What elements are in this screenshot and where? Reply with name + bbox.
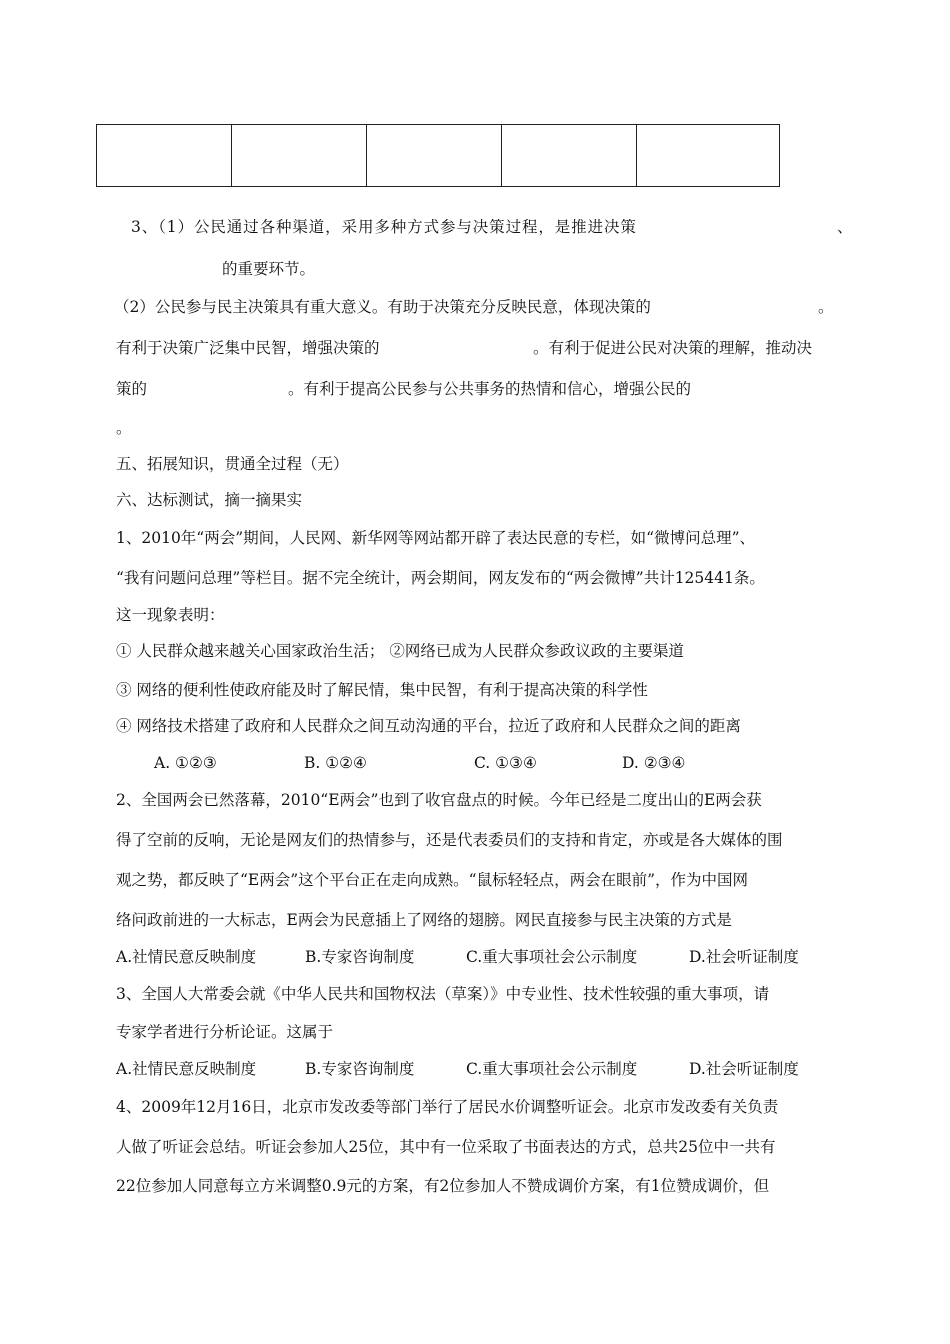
table-cell — [97, 125, 232, 187]
q2-option-d: D.社会听证制度 — [689, 948, 799, 966]
q1-statement-4: ④ 网络技术搭建了政府和人民群众之间互动沟通的平台，拉近了政府和人民群众之间的距离 — [116, 717, 741, 735]
q1-statement-3: ③ 网络的便利性使政府能及时了解民情，集中民智，有利于提高决策的科学性 — [116, 681, 648, 699]
q3-blank-end: 、 — [837, 218, 853, 236]
q1-line-2: “我有问题问总理”等栏目。据不完全统计，两会期间，网友发布的“两会微博”共计125441条。 — [116, 569, 765, 587]
q2-option-c: C.重大事项社会公示制度 — [466, 948, 638, 966]
q2-option-a: A.社情民意反映制度 — [116, 948, 257, 966]
q3-sub2-blank-1: 。 — [818, 298, 834, 316]
table-cell — [637, 125, 780, 187]
q3-sub2-line-4: 。 — [116, 419, 132, 437]
q3b-option-c: C.重大事项社会公示制度 — [466, 1060, 638, 1078]
q3-sub2-line-2b: 。有利于促进公民对决策的理解，推动决 — [533, 339, 813, 357]
q2-line-3: 观之势，都反映了“E两会”这个平台正在走向成熟。“鼠标轻轻点，两会在眼前”，作为中国网 — [116, 871, 749, 889]
q1-option-b: B. ①②④ — [304, 754, 367, 772]
q3b-option-a: A.社情民意反映制度 — [116, 1060, 257, 1078]
section-6-heading: 六、达标测试，摘一摘果实 — [116, 491, 303, 509]
q2-line-1: 2、全国两会已然落幕，2010“E两会”也到了收官盘点的时候。今年已经是二度出山的E两会获 — [116, 791, 762, 809]
q3-sub2-line-2a: 有利于决策广泛集中民智，增强决策的 — [116, 339, 380, 357]
q3b-option-d: D.社会听证制度 — [689, 1060, 799, 1078]
q4-line-1: 4、2009年12月16日，北京市发改委等部门举行了居民水价调整听证会。北京市发改委有关负责 — [116, 1098, 779, 1116]
table-cell — [232, 125, 367, 187]
q1-option-c: C. ①③④ — [474, 754, 537, 772]
table-row — [97, 125, 780, 187]
table-cell — [502, 125, 637, 187]
section-5-heading: 五、拓展知识，贯通全过程（无） — [116, 455, 349, 473]
q3-line-2: 的重要环节。 — [222, 260, 316, 278]
q1-line-3: 这一现象表明： — [116, 606, 225, 624]
q2-option-b: B.专家咨询制度 — [305, 948, 415, 966]
q1-line-1: 1、2010年“两会”期间，人民网、新华网等网站都开辟了表达民意的专栏，如“微博问总理”、 — [116, 529, 756, 547]
table-cell — [367, 125, 502, 187]
q1-option-d: D. ②③④ — [622, 754, 686, 772]
q4-line-3: 22位参加人同意每立方米调整0.9元的方案，有2位参加人不赞成调价方案，有1位赞成调价，但 — [116, 1177, 770, 1195]
q3-line-1: 3、（1）公民通过各种渠道，采用多种方式参与决策过程，是推进决策 — [131, 218, 637, 236]
q2-line-4: 络问政前进的一大标志，E两会为民意插上了网络的翅膀。网民直接参与民主决策的方式是 — [116, 911, 732, 929]
q3b-line-1: 3、全国人大常委会就《中华人民共和国物权法（草案）》中专业性、技术性较强的重大事项，请 — [116, 985, 770, 1003]
q3b-line-2: 专家学者进行分析论证。这属于 — [116, 1023, 334, 1041]
q3-sub2-line-3a: 策的 — [116, 380, 148, 398]
q4-line-2: 人做了听证会总结。听证会参加人25位，其中有一位采取了书面表达的方式，总共25位中一共有 — [116, 1138, 776, 1156]
q3-sub2-line-1: （2）公民参与民主决策具有重大意义。有助于决策充分反映民意，体现决策的 — [114, 298, 651, 316]
q1-option-a: A. ①②③ — [154, 754, 217, 772]
blank-table — [96, 124, 780, 187]
q1-statement-1-2: ① 人民群众越来越关心国家政治生活； ②网络已成为人民群众参政议政的主要渠道 — [116, 642, 684, 660]
q3b-option-b: B.专家咨询制度 — [305, 1060, 415, 1078]
q2-line-2: 得了空前的反响，无论是网友们的热情参与，还是代表委员们的支持和肯定，亦或是各大媒体的围 — [116, 831, 783, 849]
q3-sub2-line-3b: 。有利于提高公民参与公共事务的热情和信心，增强公民的 — [288, 380, 692, 398]
